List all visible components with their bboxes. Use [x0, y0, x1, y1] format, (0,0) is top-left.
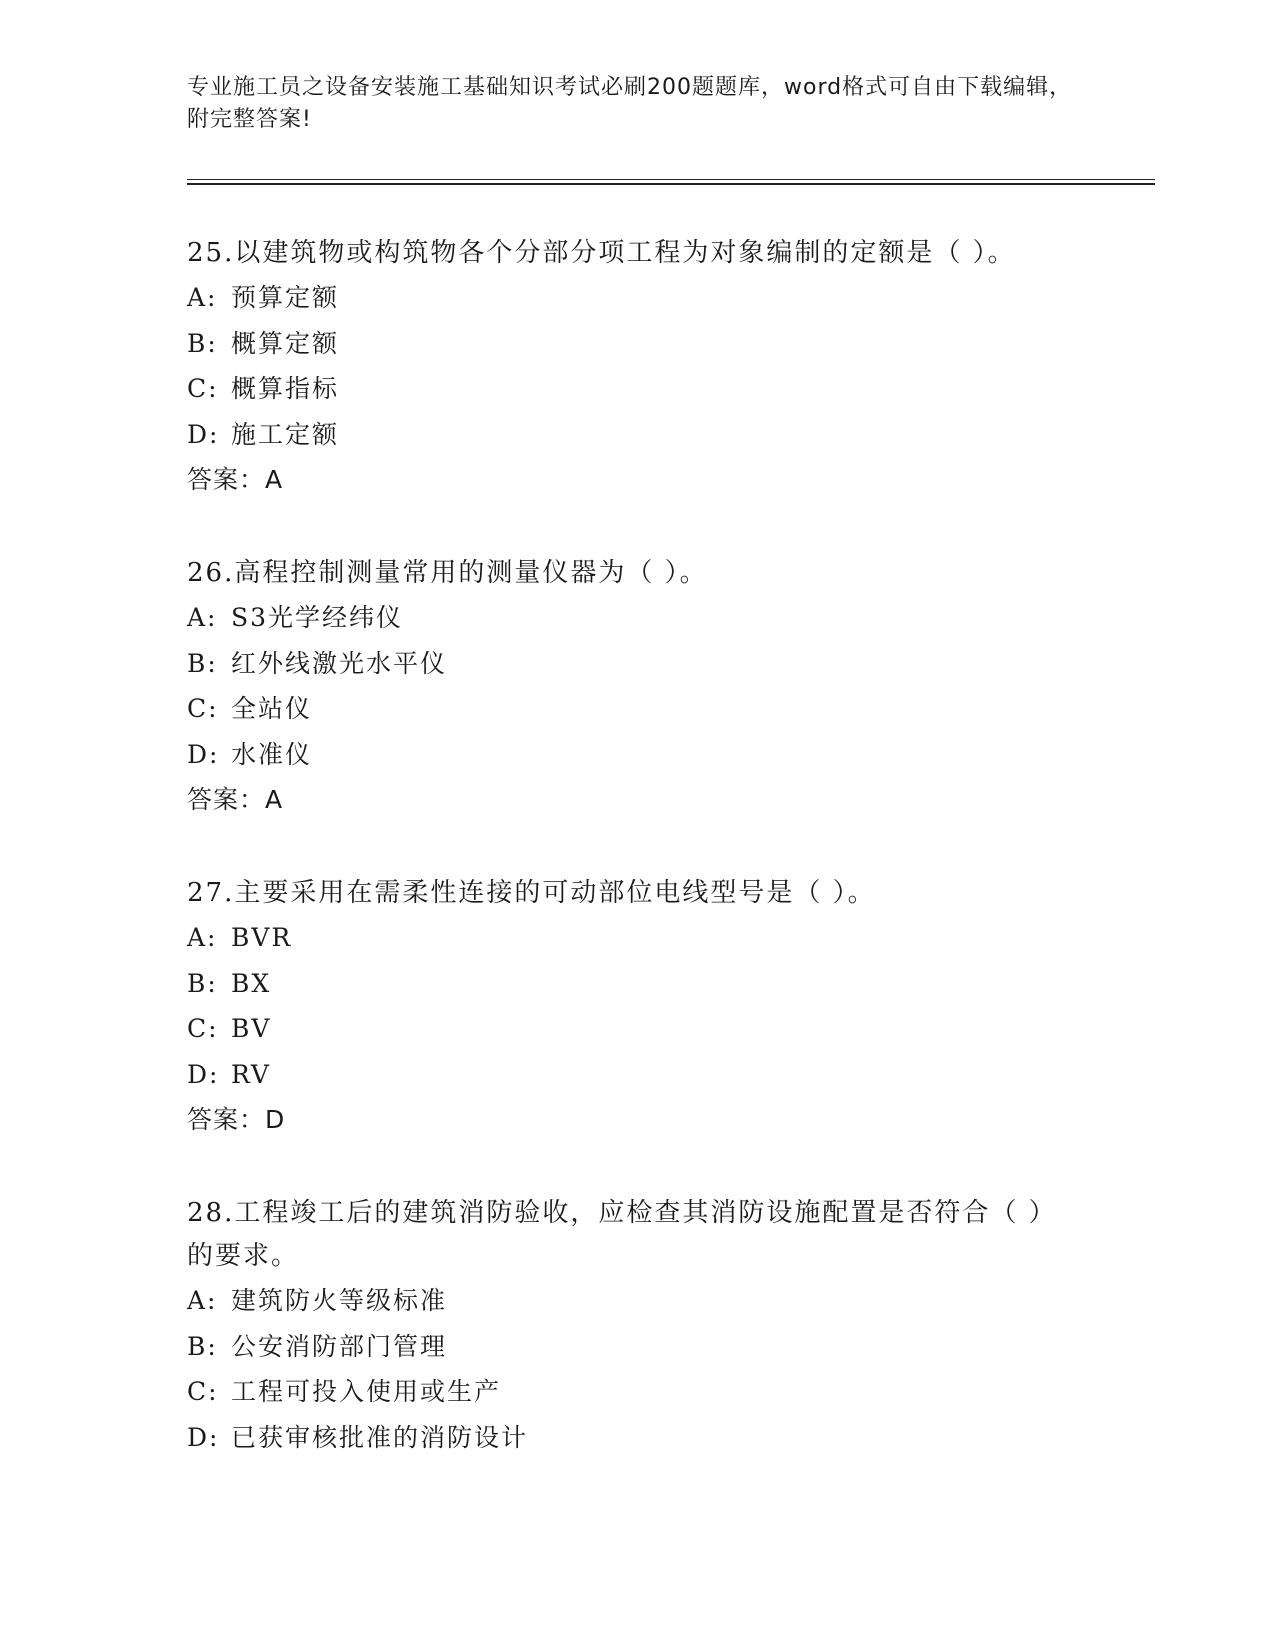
option-text: 水准仪	[231, 739, 313, 769]
option-letter: D:	[187, 1059, 220, 1089]
option-letter: B:	[187, 968, 218, 998]
header-rule-thin	[187, 179, 1155, 180]
answer-line: 答案：A	[187, 465, 284, 494]
question-stem: 27.主要采用在需柔性连接的可动部位电线型号是（ ）。	[187, 878, 876, 908]
option-b	[187, 641, 1067, 687]
option-text: S3光学经纬仪	[231, 603, 404, 632]
question-26	[187, 552, 1067, 822]
option-text: 预算定额	[231, 283, 340, 312]
option-text: 公安消防部门管理	[231, 1331, 448, 1361]
option-text: BX	[231, 968, 272, 998]
option-c	[187, 366, 1067, 412]
option-letter: A:	[187, 1286, 218, 1315]
option-text: RV	[231, 1059, 271, 1089]
answer-line: 答案：A	[187, 785, 284, 814]
option-c	[187, 1006, 1067, 1052]
question-list	[187, 232, 1067, 1510]
question-28	[187, 1192, 1067, 1460]
question-stem: 25.以建筑物或构筑物各个分部分项工程为对象编制的定额是（ ）。	[187, 238, 1016, 268]
option-text: 红外线激光水平仪	[231, 648, 448, 678]
option-letter: A:	[187, 923, 218, 952]
option-letter: A:	[187, 603, 218, 632]
option-letter: C:	[187, 694, 219, 723]
option-a	[187, 275, 1067, 321]
option-letter: D:	[187, 1422, 220, 1452]
option-text: 工程可投入使用或生产	[231, 1377, 502, 1406]
question-stem: 26.高程控制测量常用的测量仪器为（ ）。	[187, 558, 708, 588]
option-a	[187, 915, 1067, 961]
option-d	[187, 732, 1067, 778]
option-a	[187, 1278, 1067, 1324]
option-letter: C:	[187, 1377, 219, 1406]
option-text: 概算指标	[231, 374, 340, 403]
option-letter: C:	[187, 374, 219, 403]
question-27	[187, 872, 1067, 1142]
option-text: 全站仪	[231, 694, 313, 723]
option-text: 施工定额	[231, 419, 340, 449]
option-c	[187, 686, 1067, 732]
question-25	[187, 232, 1067, 502]
answer-line: 答案：D	[187, 1105, 286, 1134]
option-d	[187, 412, 1067, 458]
option-d	[187, 1052, 1067, 1098]
question-stem: 28.工程竣工后的建筑消防验收，应检查其消防设施配置是否符合（ ）的要求。	[187, 1198, 1057, 1271]
option-letter: B:	[187, 328, 218, 358]
header-rule-thick	[187, 183, 1155, 185]
document-header: 专业施工员之设备安装施工基础知识考试必刷200题题库，word格式可自由下载编辑，附完整答案!	[187, 75, 1073, 132]
option-letter: D:	[187, 739, 220, 769]
option-letter: C:	[187, 1014, 219, 1043]
option-a	[187, 595, 1067, 641]
option-letter: D:	[187, 419, 220, 449]
option-b	[187, 1324, 1067, 1370]
option-d	[187, 1415, 1067, 1461]
option-letter: A:	[187, 283, 218, 312]
option-b	[187, 321, 1067, 367]
option-letter: B:	[187, 648, 218, 678]
option-text: 概算定额	[231, 328, 340, 358]
option-b	[187, 961, 1067, 1007]
option-text: BV	[231, 1014, 272, 1043]
option-text: 已获审核批准的消防设计	[231, 1422, 529, 1452]
option-letter: B:	[187, 1331, 218, 1361]
option-c	[187, 1369, 1067, 1415]
option-text: BVR	[231, 923, 293, 952]
option-text: 建筑防火等级标准	[231, 1286, 448, 1315]
